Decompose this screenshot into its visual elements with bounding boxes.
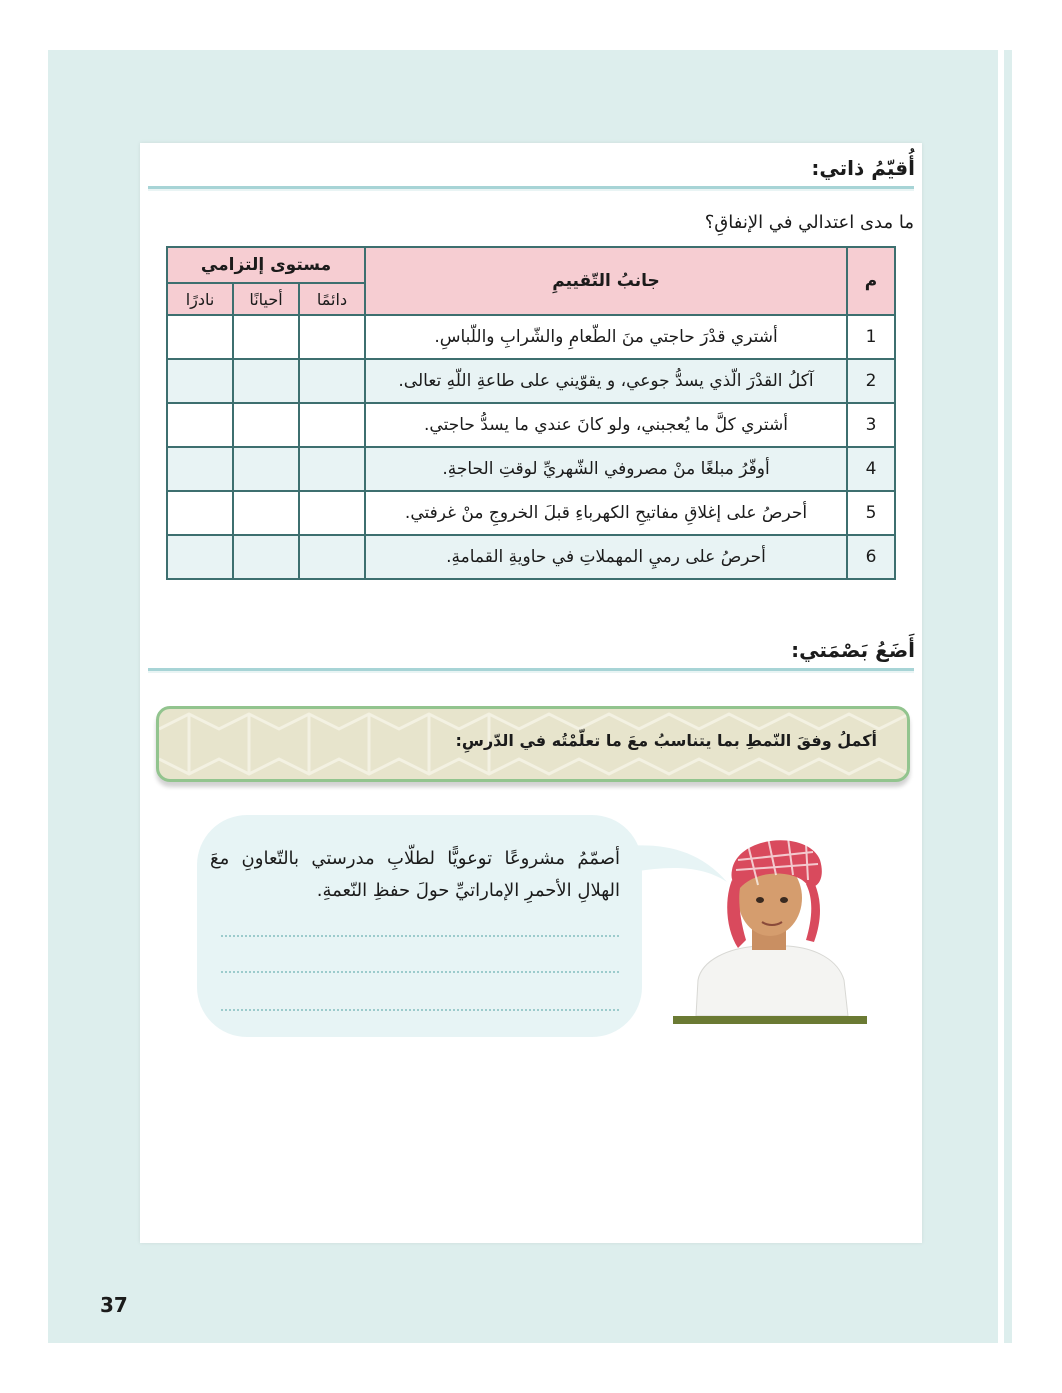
check-cell-always[interactable]: [299, 447, 365, 491]
row-aspect: أشتري كلَّ ما يُعجبني، ولو كانَ عندي ما يسدُّ حاجتي.: [365, 403, 847, 447]
row-number: 2: [847, 359, 895, 403]
check-cell-rarely[interactable]: [167, 359, 233, 403]
row-number: 6: [847, 535, 895, 579]
answer-line-1[interactable]: [221, 935, 619, 937]
col-level-header: مستوى إلتزامي: [167, 247, 365, 283]
check-cell-rarely[interactable]: [167, 535, 233, 579]
row-number: 5: [847, 491, 895, 535]
check-cell-always[interactable]: [299, 359, 365, 403]
check-cell-sometimes[interactable]: [233, 535, 299, 579]
check-cell-always[interactable]: [299, 315, 365, 359]
table-row: [167, 403, 895, 447]
check-cell-always[interactable]: [299, 535, 365, 579]
ground-bar: [673, 1016, 867, 1024]
check-cell-rarely[interactable]: [167, 447, 233, 491]
level-rarely: نادرًا: [167, 283, 233, 315]
check-cell-rarely[interactable]: [167, 403, 233, 447]
check-cell-sometimes[interactable]: [233, 447, 299, 491]
table-row: [167, 315, 895, 359]
boy-illustration: [688, 830, 854, 1016]
row-aspect: أحرصُ على إغلاقِ مفاتيحِ الكهرباءِ قبلَ الخروجِ منْ غرفتي.: [365, 491, 847, 535]
check-cell-rarely[interactable]: [167, 491, 233, 535]
imprint-rule: [148, 668, 914, 673]
row-number: 1: [847, 315, 895, 359]
check-cell-sometimes[interactable]: [233, 403, 299, 447]
self-eval-heading: أُقيّمُ ذاتي:: [811, 156, 915, 180]
level-always: دائمًا: [299, 283, 365, 315]
col-aspect-header: جانبُ التّقييمِ: [365, 247, 847, 315]
check-cell-rarely[interactable]: [167, 315, 233, 359]
row-aspect: أحرصُ على رميِ المهملاتِ في حاويةِ القمامةِ.: [365, 535, 847, 579]
level-sometimes: أحيانًا: [233, 283, 299, 315]
check-cell-sometimes[interactable]: [233, 359, 299, 403]
page-edge-strip: [1004, 50, 1012, 1343]
self-eval-question: ما مدى اعتدالي في الإنفاقِ؟: [704, 212, 914, 233]
imprint-heading: أَضَعُ بَصْمَتي:: [791, 638, 915, 662]
row-aspect: أشتري قدْرَ حاجتي منَ الطّعامِ والشّرابِ واللّباسِ.: [365, 315, 847, 359]
col-num-header: م: [847, 247, 895, 315]
table-row: [167, 491, 895, 535]
check-cell-always[interactable]: [299, 403, 365, 447]
page-number: 37: [100, 1293, 128, 1317]
answer-line-3[interactable]: [221, 1009, 619, 1011]
answer-line-2[interactable]: [221, 971, 619, 973]
table-row: [167, 447, 895, 491]
task-instruction-text: أكملُ وفقَ النّمطِ بما يتناسبُ معَ ما تعلّمْتُه في الدّرسِ:: [455, 731, 877, 750]
check-cell-sometimes[interactable]: [233, 315, 299, 359]
row-aspect: أوفّرُ مبلغًا منْ مصروفي الشّهريِّ لوقتِ الحاجةِ.: [365, 447, 847, 491]
row-aspect: آكلُ القدْرَ الّذي يسدُّ جوعي، و يقوّيني على طاعةِ اللّهِ تعالى.: [365, 359, 847, 403]
check-cell-sometimes[interactable]: [233, 491, 299, 535]
table-row: [167, 359, 895, 403]
table-row: [167, 535, 895, 579]
check-cell-always[interactable]: [299, 491, 365, 535]
row-number: 3: [847, 403, 895, 447]
self-eval-rule: [148, 186, 914, 191]
row-number: 4: [847, 447, 895, 491]
evaluation-table: [166, 246, 896, 580]
task-instruction-bar: [156, 706, 910, 782]
bubble-text: أصمّمُ مشروعًا توعويًّا لطلّابِ مدرستي بالتّعاونِ معَ الهلالِ الأحمرِ الإماراتيِّ حولَ حفظِ النّعمةِ.: [210, 848, 620, 901]
speech-bubble: [197, 815, 642, 1037]
